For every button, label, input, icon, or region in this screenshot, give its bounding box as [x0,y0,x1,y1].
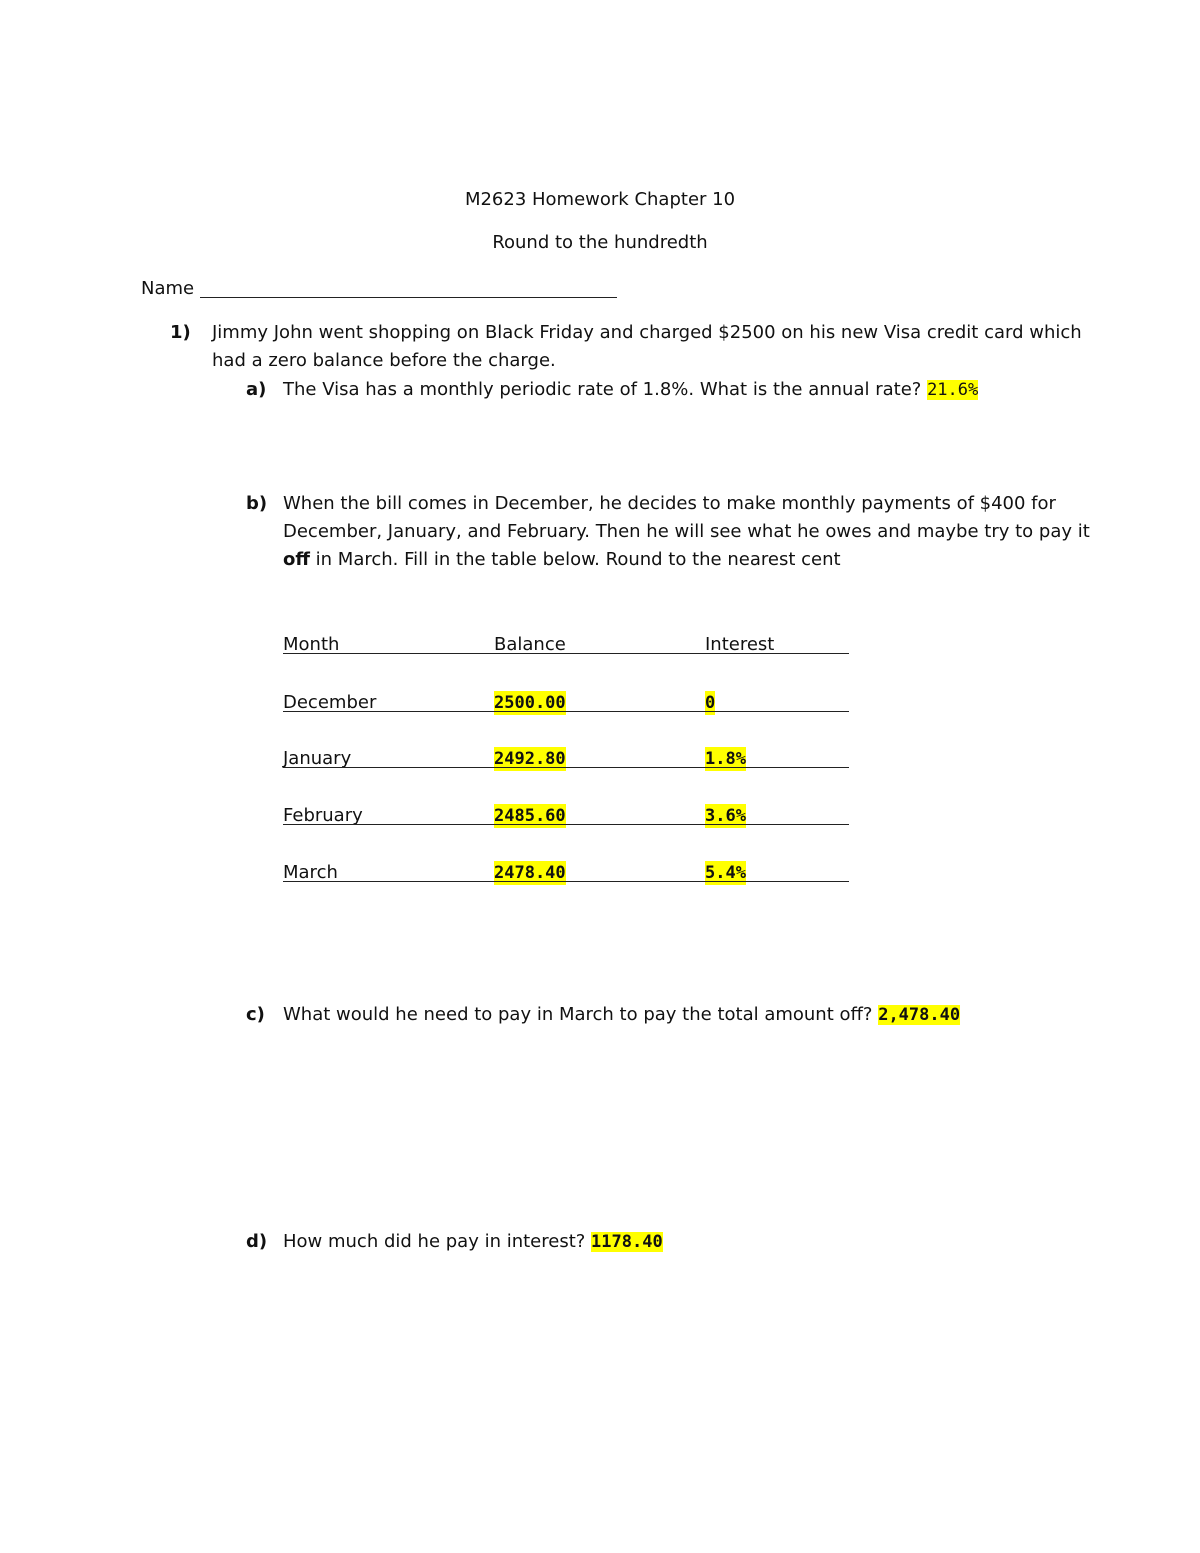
part-a-question: The Visa has a monthly periodic rate of 1.8%. What is the annual rate? [283,379,922,400]
table-cell-month: December [283,692,377,713]
table-cell-interest: 1.8% [705,749,746,769]
table-cell-balance: 2492.80 [494,749,566,769]
part-b-bold-word: off [283,549,310,570]
table-row-underline [283,767,849,768]
table-cell-balance: 2485.60 [494,806,566,826]
part-c-question: What would he need to pay in March to pay the total amount off? [283,1004,873,1025]
table-row-underline [283,881,849,882]
question-text-line2: had a zero balance before the charge. [212,350,556,371]
table-cell-interest: 0 [705,693,716,713]
table-cell-month: March [283,862,338,883]
part-c-text [283,1003,960,1027]
part-d-answer: 1178.40 [591,1232,663,1252]
table-cell-month: February [283,805,363,826]
part-d-label: d) [246,1231,268,1252]
table-header-month: Month [283,634,340,655]
part-b-line1: When the bill comes in December, he decides to make monthly payments of $400 for [283,493,1056,514]
question-number: 1) [170,322,191,343]
part-d-text [283,1230,663,1254]
table-header-interest: Interest [705,634,775,655]
part-a-answer: 21.6% [927,380,979,400]
part-a-text [283,378,978,402]
part-b-label: b) [246,493,268,514]
table-header-balance: Balance [494,634,566,655]
part-a-label: a) [246,379,267,400]
part-c-answer: 2,478.40 [878,1005,961,1025]
page-title: M2623 Homework Chapter 10 [464,189,736,210]
table-row-underline [283,711,849,712]
table-cell-month: January [283,748,352,769]
table-cell-balance: 2478.40 [494,863,566,883]
part-c-label: c) [246,1004,265,1025]
part-d-question: How much did he pay in interest? [283,1231,586,1252]
table-row-underline [283,824,849,825]
table-cell-balance: 2500.00 [494,693,566,713]
part-b-line2: December, January, and February. Then he will see what he owes and maybe try to pay it [283,521,1090,542]
question-text-line1: Jimmy John went shopping on Black Friday and charged $2500 on his new Visa credit card which [212,322,1082,343]
table-header-underline [283,653,849,654]
part-b-line3 [283,548,841,572]
name-label: Name [141,278,195,299]
page-subtitle: Round to the hundredth [492,232,708,253]
table-cell-interest: 5.4% [705,863,746,883]
name-blank-line [200,297,617,298]
part-b-line3-rest: in March. Fill in the table below. Round to the nearest cent [309,549,841,570]
table-cell-interest: 3.6% [705,806,746,826]
